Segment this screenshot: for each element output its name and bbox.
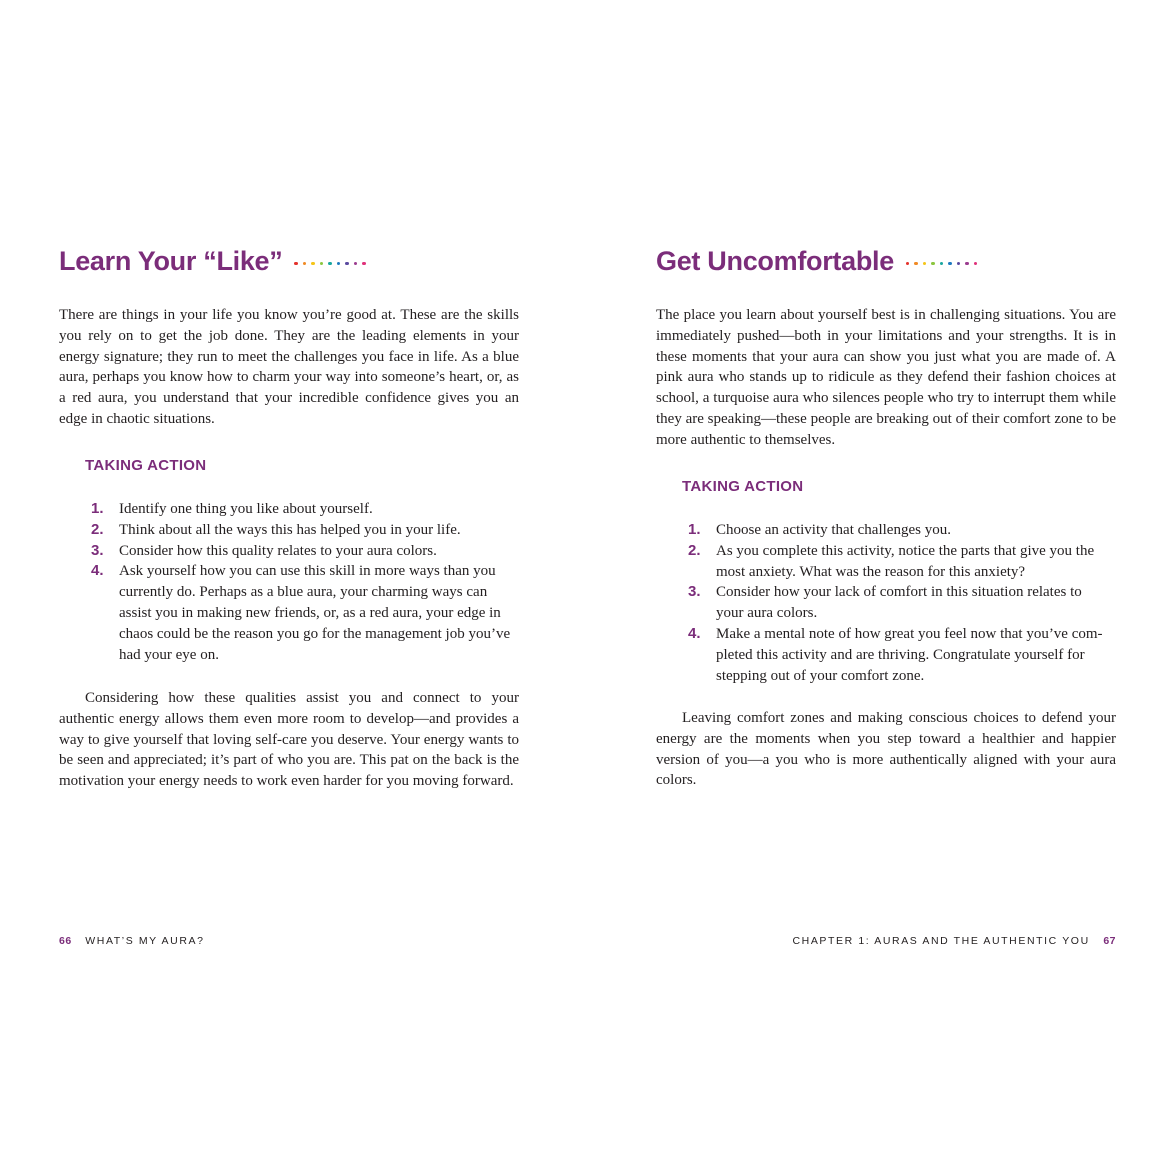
rainbow-dots-icon: [294, 262, 366, 266]
right-closing-paragraph: Leaving comfort zones and making conscious choices to defend your energy are the moments when you step toward a healthier and happier version of you—a you who is more authentically aligned with your aura colors.: [656, 710, 1116, 789]
dot-icon: [940, 262, 944, 266]
dot-icon: [923, 262, 927, 266]
step-text: As you complete this activity, notice the parts that give you the most anxiety. What was the reason for this anxiety?: [716, 542, 1095, 580]
left-intro-paragraph: There are things in your life you know you’re good at. These are the skills you rely on to get the job done. They are the leading elements in your energy signature; they run to meet the challenges you face in life. As a blue aura, perhaps you know how to charm your way into someone’s heart, or, as a red aura, you understand that your incredible confidence gives you an edge in chaotic situations.: [59, 307, 519, 427]
step-text: Identify one thing you like about yourself.: [119, 501, 373, 517]
running-head: CHAPTER 1: AURAS AND THE AUTHENTIC YOU: [792, 935, 1090, 947]
step-text: Think about all the ways this has helped you in your life.: [119, 521, 461, 538]
dot-icon: [965, 262, 969, 266]
left-taking-action-heading: TAKING ACTION: [85, 457, 207, 474]
step-text: Choose an activity that challenges you.: [716, 522, 951, 538]
step-number: 4.: [91, 562, 104, 580]
dot-icon: [303, 262, 307, 266]
step-text: Consider how this quality relates to your aura colors.: [119, 542, 437, 559]
rainbow-dots-icon: [906, 262, 978, 266]
dot-icon: [931, 262, 935, 266]
page-number: 66: [59, 935, 72, 947]
dot-icon: [320, 262, 324, 266]
step-text: Make a mental note of how great you feel now that you’ve completed this activity and are thriving. Congratulate yourself for stepping out of your comfort zone.: [716, 625, 1103, 684]
dot-icon: [345, 262, 349, 266]
list-item: [85, 561, 515, 665]
dot-icon: [957, 262, 961, 266]
dot-icon: [311, 262, 315, 266]
dot-icon: [974, 262, 978, 266]
step-number: 2.: [688, 541, 701, 559]
list-item: [682, 520, 1112, 541]
dot-icon: [294, 262, 298, 266]
step-text: Ask yourself how you can use this skill in more ways than you currently do. Perhaps as a blue aura, your charming ways can assist you in making new friends, or, as a red aura, your edge in chaos could be the reason you go for the management job you’ve had your eye on.: [119, 563, 511, 663]
dot-icon: [337, 262, 341, 266]
step-number: 2.: [91, 520, 104, 538]
right-page-heading: [656, 246, 977, 277]
page-number: 67: [1103, 935, 1116, 947]
dot-icon: [328, 262, 332, 266]
step-text: Consider how your lack of comfort in this situation relates to your aura colors.: [716, 584, 1082, 622]
running-head: WHAT’S MY AURA?: [85, 935, 205, 947]
step-number: 3.: [91, 541, 104, 559]
step-number: 1.: [688, 521, 701, 538]
right-intro-paragraph: The place you learn about yourself best is in challenging situations. You are immediately pushed—both in your limitations and your strengths. It is in these moments that your aura can show you just what you are made of. A pink aura who stands up to ridicule as they defend their fashion choices at school, a turquoise aura who silences people who try to interrupt them while they are speaking—these people are breaking out of their comfort zone to be more authentic to themselves.: [656, 307, 1116, 448]
dot-icon: [354, 262, 358, 266]
left-page-heading: [59, 246, 366, 277]
dot-icon: [948, 262, 952, 266]
step-number: 3.: [688, 583, 701, 601]
right-page-title: Get Uncomfortable: [656, 246, 894, 276]
list-item: [85, 520, 515, 541]
left-closing-paragraph: Considering how these qualities assist you and connect to your authentic energy allows them even more room to develop—and provides a way to give yourself that loving self-care you deserve. Your energy wants to be seen and appreciated; it’s part of who you are. This pat on the back is the motivation your energy needs to work even harder for you moving forward.: [59, 690, 519, 790]
list-item: [682, 541, 1112, 583]
left-folio: [59, 935, 205, 947]
step-number: 4.: [688, 624, 701, 642]
list-item: [85, 499, 515, 520]
dot-icon: [362, 262, 366, 266]
dot-icon: [914, 262, 918, 266]
dot-icon: [906, 262, 910, 266]
list-item: [682, 582, 1112, 624]
right-folio: [792, 935, 1116, 947]
list-item: [85, 541, 515, 562]
left-steps-list: [85, 499, 515, 665]
step-number: 1.: [91, 500, 104, 517]
right-taking-action-heading: TAKING ACTION: [682, 478, 804, 495]
left-page-title: Learn Your “Like”: [59, 246, 283, 276]
list-item: [682, 624, 1112, 686]
right-steps-list: [682, 520, 1112, 686]
